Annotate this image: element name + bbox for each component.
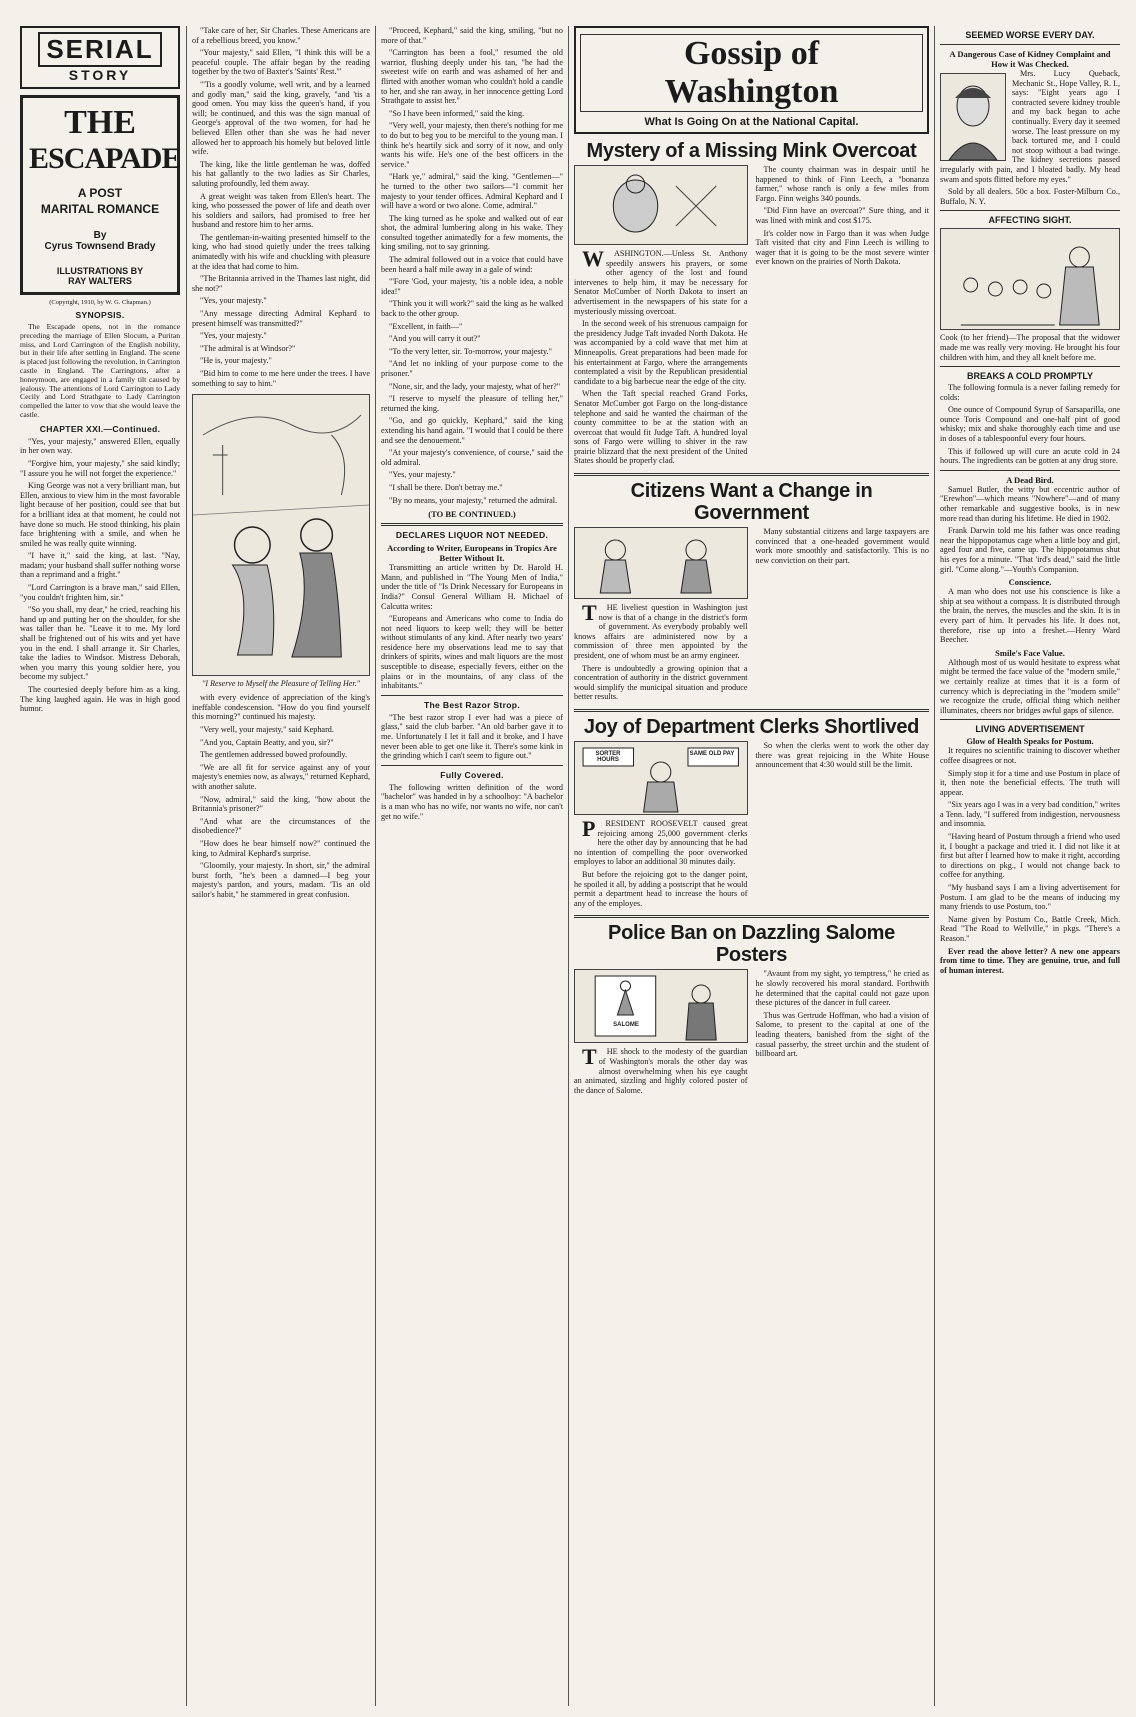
cartoon-heading: AFFECTING SIGHT. — [988, 215, 1072, 226]
story-paragraph: It's colder now in Fargo than it was when Judge Taft visited that city and Finn Leech is willing to wager that it is going to be the most severe winter ever known on the prairies of North Dakota. — [755, 228, 929, 267]
king-admiral-illustration — [192, 394, 370, 676]
story-paragraph: The king turned as he spoke and walked out of ear shot, the admiral lumbering along in his wake. They consulted together animatedly for a few moments, the king smiling, not to say grinning. — [381, 213, 563, 252]
cartoon-caption: Cook (to her friend)—The proposal that the widower made me was really very moving. He brought his four children with him, and they all knelt before me. — [940, 333, 1120, 362]
story-paragraph: "To the very letter, sir. To-morrow, your majesty." — [389, 346, 552, 356]
serial-column — [20, 26, 180, 1706]
article-paragraph: One ounce of Compound Syrup of Sarsaparilla, one ounce Toris Compound and one-half pint of good whisky; mix and shake thoroughly each time and use in doses of a tablespoonful every four hours. — [940, 405, 1120, 444]
story-paragraph: But before the rejoicing got to the danger point, he spoiled it all, by adding a postscript that he would permit a department head to increase the hours of any of the employes. — [574, 869, 748, 908]
story-paragraph: "We are all fit for service against any of your majesty's enemies now, as always," returned Kephard, with another salute. — [192, 762, 370, 791]
article-paragraph: The following formula is a never failing remedy for colds: — [940, 383, 1120, 402]
story-paragraph: "So you shall, my dear," he cried, reaching his hand up and putting her on the shoulder, for she was taller than he. "Leave it to me. My lord shall be frightened out of his wits and yet have you in the end. I shall arrange it. Sir Charles, take the ladies to Windsor. Mistress Deborah, when you marry this young soldier here, you become my subject." — [20, 605, 180, 682]
ad-paragraph: "Having heard of Postum through a friend who used it, I bought a package and tried it. I did not like it at first but after I learned how to make it right, according to directions on pkg., I would not change back to coffee for anything. — [940, 832, 1120, 880]
story-body — [574, 527, 929, 705]
column-rule — [375, 26, 376, 1706]
story-paragraph: "Your majesty," said Ellen, "I think this will be a peaceful couple. The affair began by the reading together by the two of Baxter's 'Saints' Rest.'" — [192, 48, 370, 77]
story-paragraph: "Excellent, in faith—" — [389, 321, 463, 331]
story-paragraph: "Carrington has been a fool," resumed the old warrior, flushing deeply under his tan, "he had the sweetest wife on earth and was ashamed of her and flirted with another woman who couldn't hold a candle to her, and she ran away, in her innocence getting Lord Strathgate to assist her." — [381, 48, 563, 106]
story-paragraph: "Avaunt from my sight, yo temptress," he cried as he slowly recovered his moral standard. Forthwith he determined that the capital could not gaze upon these pictures of the dancer in full career. — [755, 969, 929, 1008]
to-be-continued: (TO BE CONTINUED.) — [428, 509, 516, 520]
story-paragraph: "Yes, your majesty," answered Ellen, equally in her own way. — [20, 436, 180, 456]
story-paragraph: "He is, your majesty." — [200, 356, 272, 366]
story-paragraph: "Proceed, Kephard," said the king, smiling, "but no more of that." — [381, 26, 563, 45]
story-paragraph: THE liveliest question in Washington just now is that of a change in the district's form of government. As everybody probably well knows affairs are administered now by a commission of three men appointed by the president, one of whom must be an army engineer. — [574, 600, 748, 661]
article-heading: DECLARES LIQUOR NOT NEEDED. — [395, 530, 549, 541]
story-paragraph: "None, sir, and the lady, your majesty, what of her?" — [389, 381, 561, 391]
divider — [381, 695, 563, 696]
story-paragraph: The courtesied deeply before him as a king. The king laughed again. He was in high good humor. — [20, 685, 180, 714]
story-paragraph: "Bid him to come to me here under the trees. I have something to say to him." — [192, 369, 370, 388]
article-paragraph: Frank Darwin told me his father was once reading near the hippopotamus cage when a little boy and girl, aged four and five, came up. The hippopotamus shut his eyes for a minute. "That 'ird's dead," said the little girl. "Come along."—Youth's Companion. — [940, 526, 1120, 574]
story-paragraph: "Forgive him, your majesty," she said kindly; "I assure you he will not forget the experience." — [20, 458, 180, 478]
divider — [574, 473, 929, 476]
article-heading: Smile's Face Value. — [995, 647, 1065, 658]
article-paragraph: Although most of us would hesitate to express what might be termed the face value of the "modern smile," we certainly realize at times that it is a form of currency which is depreciating in the "modern smile" we recognize the crude, official thing which neither illuminates, cheers nor bridges awful gaps of silence. — [940, 657, 1120, 715]
story-paragraph: WASHINGTON.—Unless St. Anthony speedily answers his prayers, or some other agency of the lost and found intervenes to help him, it may be necessary for Senator McCumber of North Dakota to insert an advertisement in the newspapers of his state for a mysteriously missing overcoat. — [574, 246, 748, 316]
story-paragraph: "I reserve to myself the pleasure of telling her," returned the king. — [381, 394, 563, 413]
story-headline: Mystery of a Missing Mink Overcoat — [586, 140, 917, 162]
story-paragraph: The admiral followed out in a voice that could have been heard a half mile away in a gale of wind: — [381, 255, 563, 274]
story-paragraph: "Go, and go quickly, Kephard," said the king extending his hand again. "I would that I could be there and see the denouement." — [381, 416, 563, 445]
story-paragraph: So when the clerks went to work the other day there was great rejoicing in the White House announcement that 4:30 would still be the limit. — [755, 741, 929, 770]
gossip-title: Gossip of Washington — [580, 34, 923, 112]
byline-by: By — [93, 230, 107, 241]
ad-paragraph: It requires no scientific training to discover whether coffee disagrees or not. — [940, 746, 1120, 765]
story-paragraph: THE shock to the modesty of the guardian of Washington's morals the other day was almost overwhelming when his eye caught an animated, sizzling and highly colored poster of the dance of Salome. — [574, 1044, 748, 1095]
copyright-line: (Copyright, 1910, by W. G. Chapman.) — [49, 299, 151, 306]
story-body — [574, 741, 929, 911]
story-paragraph: "By no means, your majesty," returned the admiral. — [389, 495, 558, 505]
subtitle-a: A POST — [77, 186, 123, 200]
story-label: STORY — [68, 67, 132, 83]
story-paragraph: "'Fore 'God, your majesty, 'tis a noble idea, a noble idea!" — [381, 277, 563, 296]
ad-subheading: A Dangerous Case of Kidney Complaint and How it Was Checked. — [949, 49, 1111, 69]
story-paragraph: "Gloomily, your majesty. In short, sir," the admiral burst forth, "he's been a damned—I beg your majesty's pardon, and yours, madam. 'Tis an old sailor's habit," he stammered in great confusion. — [192, 861, 370, 899]
poster-word: SALOME — [613, 1022, 639, 1029]
column-rule — [568, 26, 569, 1706]
story-paragraph: In the second week of his strenuous campaign for the presidency Judge Taft invaded North Dakota. He was accompanied by a cold wave that met him at Minneapolis. Great preparations had been made for his entertainment at Fargo, where the arrangements contemplated a visit by the Republican presidential candidate to a big barbecue near the edge of the city. — [574, 319, 748, 386]
divider — [574, 915, 929, 918]
story-headline: Citizens Want a Change in Government — [630, 480, 873, 525]
ad-paragraph: Sold by all dealers. 50c a box. Foster-Milburn Co., Buffalo, N. Y. — [940, 187, 1120, 206]
story-paragraph: "Very well, your majesty," said Kephard. — [200, 724, 334, 734]
story-paragraph: "Did Finn have an overcoat?" Sure thing, and it was lined with mink and cost $175. — [755, 206, 929, 225]
story-paragraph: "At your majesty's convenience, of course," said the old admiral. — [381, 448, 563, 467]
column-rule — [186, 26, 187, 1706]
story-paragraph: "How does he bear himself now?" continued the king, to Admiral Kephard's surprise. — [192, 838, 370, 858]
article-subheading: According to Writer, Europeans in Tropics Are Better Without It. — [387, 543, 557, 564]
story-paragraph: When the Taft special reached Grand Forks, Senator McCumber got Fargo on the long-distance telephone and said he wanted the chairman of the county committee to be at the station with an overcoat that would fit Judge Taft. A hundred loyal sons of Fargo were willing to shiver in the raw prairie blizzard that the next president of the United States should be properly clad. — [574, 389, 748, 466]
story-paragraph: "Take care of her, Sir Charles. These Americans are of a rebellious breed, you know." — [192, 26, 370, 45]
ad-subheading: Glow of Health Speaks for Postum. — [966, 736, 1094, 747]
sign-shorter-hours: SORTER HOURS — [595, 751, 621, 763]
divider — [574, 709, 929, 712]
story-paragraph: "Very well, your majesty, then there's nothing for me to do but to beg you to be merciful to the young man. I think he's heartily sick and sorry of it now, and only wants his wife. He's one of the best officers in the service." — [381, 121, 563, 169]
story-paragraph: There is undoubtedly a growing opinion that a concentration of authority in the district government would simplify the municipal situation and produce better results. — [574, 663, 748, 702]
divider — [381, 765, 563, 766]
story-paragraph: "The admiral is at Windsor?" — [200, 343, 296, 353]
story-paragraph: "Now, admiral," said the king, "how about the Britannia's prisoner?" — [192, 794, 370, 814]
ad-paragraph: Simply stop it for a time and use Postum in place of it, then note the beneficial effects. The truth will appear. — [940, 768, 1120, 797]
story-paragraph: "Any message directing Admiral Kephard to present himself was transmitted?" — [192, 309, 370, 328]
story-headline: Police Ban on Dazzling Salome Posters — [608, 922, 895, 967]
story-paragraph: "Hark ye," admiral," said the king. "Gentlemen—" he turned to the other two sailors—"I commit her majesty to your tender offices. Admiral Kephard and I will have a word or two alone. Come, admiral." — [381, 172, 563, 211]
article-heading: Fully Covered. — [440, 769, 504, 780]
serial-column-2 — [192, 26, 370, 1706]
article-paragraph: Transmitting an article written by Dr. Harold H. Mann, and published in "The Young Men of India," under the title of "Is Drink Necessary for Europeans in India?" Consul General William H. Michael of Calcutta writes: — [381, 563, 563, 611]
story-paragraph: "I shall be there. Don't betray me." — [389, 482, 503, 492]
story-title-box — [20, 95, 180, 295]
story-paragraph: The king, like the little gentleman he was, doffed his hat gallantly to the two ladies as Sir Charles, saluting profoundly, led them away. — [192, 159, 370, 188]
article-paragraph: "The best razor strop I ever had was a piece of glass," said the club barber. "An old barber gave it to me. Unfortunately I let it fall and it broke, and I have never been able to get one like it. There's some kink in the grinding which I can't seem to figure out." — [381, 712, 563, 761]
ad-paragraph: "My husband says I am a living advertisement for Postum. I am glad to be the means of inducing my many friends to use Postum, too." — [940, 883, 1120, 912]
story-paragraph: King George was not a very brilliant man, but Ellen, anxious to view him in the most favorable light because of her position, could see that but for a brilliant idea at that moment, he could not have done so much. He stood thinking, his plain face brightening with a smile, and when he smiled he was really quite winning. — [20, 481, 180, 548]
story-headline: Joy of Department Clerks Shortlived — [583, 716, 920, 738]
divider — [940, 44, 1120, 45]
story-paragraph: The gentleman-in-waiting presented himself to the king, who had stood quietly under the trees talking animatedly with his wife and chuckling with pleasure at the idea that had come to him. — [192, 232, 370, 271]
illustration-caption: "I Reserve to Myself the Pleasure of Telling Her." — [202, 679, 360, 689]
taft-overcoat-illustration — [574, 165, 748, 245]
article-heading: The Best Razor Strop. — [423, 699, 521, 710]
divider — [381, 523, 563, 526]
ad-paragraph: "Six years ago I was in a very bad condition," writes a Tenn. lady, "I suffered from indigestion, nervousness and insomnia. — [940, 800, 1120, 829]
story-paragraph: "And you will carry it out?" — [389, 334, 481, 344]
story-paragraph: "'Tis a goodly volume, well writ, and by a learned and godly man," said the king, gravely, "and 'tis a good omen. You may kiss the queen's hand, if you will; be continued, and this was the sign manual of George's approval of the two women, for had he believed Ellen other than she was he had never allowed her to approach his homely but beloved little wife. — [192, 79, 370, 157]
story-paragraph: "I have it," said the king, at last. "Nay, madam; your husband shall suffer nothing worse than a reprimand and a fright." — [20, 551, 180, 580]
chapter-heading: CHAPTER XXI.—Continued. — [39, 423, 161, 434]
ad-heading: LIVING ADVERTISEMENT — [975, 724, 1085, 735]
article-paragraph: Samuel Butler, the witty but eccentric author of "Erewhon"—which means "Nowhere"—and of many other remarkable and suggestive books, is in new more read than during his lifetime. He died in 1902. — [940, 484, 1120, 523]
illustrations-label: ILLUSTRATIONS BY — [56, 266, 144, 276]
ads-column — [940, 26, 1120, 1706]
serial-story-badge — [20, 26, 180, 89]
story-paragraph: Many substantial citizens and large taxpayers are convinced that a one-headed government would work more smoothly and satisfactorily. This is no new conviction on their part. — [755, 527, 929, 565]
article-paragraph: A man who does not use his conscience is like a ship at sea without a compass. It is distributed through the brain, the nerves, the muscles and the skin. It is in every part of him. It pervades his life. It does not, therefore, rise up into a freshet.—Henry Ward Beecher. — [940, 587, 1120, 645]
story-paragraph: "And let no inkling of your purpose come to the prisoner." — [381, 359, 563, 378]
story-paragraph: "And what are the circumstances of the disobedience?" — [192, 816, 370, 836]
citizens-illustration — [574, 527, 748, 599]
story-paragraph: "Yes, your majesty." — [389, 470, 456, 480]
salome-poster-illustration — [574, 969, 748, 1043]
gossip-subtitle: What Is Going On at the National Capital. — [644, 116, 859, 128]
title-escapade: ESCAPADE — [29, 142, 180, 175]
story-body — [574, 165, 929, 469]
story-paragraph: PRESIDENT ROOSEVELT caused great rejoicing among 25,000 government clerks here the other day by announcing that he had no intention of compelling the poor overworked employes to labor an additional 30 minutes daily. — [574, 816, 748, 867]
article-paragraph: The following written definition of the word "bachelor" was handed in by a schoolboy: "A bachelor is a man who has no wife, nor wants no wife, nor can't get no wife." — [381, 782, 563, 821]
divider — [940, 210, 1120, 211]
author-name: Cyrus Townsend Brady — [44, 241, 156, 252]
ad-paragraph: Name given by Postum Co., Battle Creek, Mich. Read "The Road to Wellville," in pkgs. "There's a Reason." — [940, 914, 1120, 943]
story-paragraph: "Think you it will work?" said the king as he walked back to the other group. — [381, 299, 563, 319]
story-paragraph: with every evidence of appreciation of the king's ineffable condescension. "How do you find yourself this morning?" continued his majesty. — [192, 693, 370, 722]
story-paragraph: "And you, Captain Beatty, and you, sir?" — [200, 737, 334, 747]
story-paragraph: "Yes, your majesty." — [200, 296, 267, 306]
article-heading: BREAKS A COLD PROMPTLY — [966, 371, 1093, 382]
illustrator-name: RAY WALTERS — [68, 276, 132, 286]
article-paragraph: "Europeans and Americans who come to India do not need liquors to keep well; they will be better without stimulants of any kind. After nearly two years' residence here my observations lead me to say that drinkers of spirits, wines and malt liquors are the most susceptible to disease, especially fevers, either on the plains or in the mountains, of any class of the inhabitants." — [381, 614, 563, 691]
ad-heading: SEEMED WORSE EVERY DAY. — [965, 30, 1095, 40]
story-paragraph: The county chairman was in despair until he happened to think of Finn Leech, a "bonanza farmer," whose ranch is only a few miles from Fargo. Finn weighs 340 pounds. — [755, 165, 929, 203]
story-paragraph: A great weight was taken from Ellen's heart. The king, who possessed the power of life and death over his soldiers and sailors, had promised to free her husband and restore him to her arms. — [192, 191, 370, 230]
story-paragraph: "The Britannia arrived in the Thames last night, did she not?" — [192, 274, 370, 293]
ad-paragraph: Mrs. Lucy Queback, Mechanic St., Hope Valley, R. I., says: "Eight years ago I contracted severe kidney trouble and my back began to ache continually. Every day it seemed worse. The least pressure on my back tortured me, and I could not stoop without a bad twinge. The kidney secretions passed irregularly with pain, and I bloated badly. My head swam and spots flitted before my eyes." — [940, 69, 1120, 184]
divider — [940, 719, 1120, 720]
title-the: THE — [64, 104, 136, 141]
story-paragraph: "Lord Carrington is a brave man," said Ellen, "you couldn't frighten him, sir." — [20, 583, 180, 602]
story-body — [574, 969, 929, 1098]
synopsis-text: The Escapade opens, not in the romance preceding the marriage of Ellen Slocum, a Puritan miss, and Lord Carrington of the English nobility, but in their life after settling in England. The scene is placed just following the revolution, in Carrington castle in England. The Carringtons, after a honeymoon, are engaged in a family tilt caused by jealousy. The attentions of Lord Carrington to Lady Cecily and Lord Strathgate to Lady Carrington compelled the latter to vow that she would leave the castle. — [20, 322, 180, 419]
column-rule — [934, 26, 935, 1706]
divider — [940, 366, 1120, 367]
gossip-section — [574, 26, 929, 1706]
article-heading: Conscience. — [1008, 577, 1052, 588]
story-paragraph: Thus was Gertrude Hoffman, who had a vision of Salome, to present to the capital at one of the leading theaters, banished from the sight of the casual passerby, the street urchin and the student of billboard art. — [755, 1010, 929, 1059]
article-paragraph: This if followed up will cure an acute cold in 24 hours. The ingredients can be gotten at any drug store. — [940, 446, 1120, 466]
serial-label: SERIAL — [38, 32, 161, 67]
ad-paragraph: Ever read the above letter? A new one appears from time to time. They are genuine, true, and full of human interest. — [940, 946, 1120, 975]
clerks-illustration — [574, 741, 748, 815]
story-paragraph: The gentlemen addressed bowed profoundly. — [200, 750, 348, 760]
subtitle-b: MARITAL ROMANCE — [40, 202, 160, 216]
article-heading: A Dead Bird. — [1006, 474, 1054, 485]
affecting-sight-cartoon — [940, 228, 1120, 330]
gossip-banner — [574, 26, 929, 134]
sign-same-old-pay: SAME OLD PAY — [689, 751, 735, 757]
story-paragraph: "So I have been informed," said the king. — [389, 108, 525, 118]
portrait-illustration — [940, 73, 1006, 161]
story-paragraph: "Yes, your majesty." — [200, 331, 267, 341]
serial-column-3 — [381, 26, 563, 1706]
divider — [940, 470, 1120, 471]
synopsis-heading: SYNOPSIS. — [75, 310, 125, 320]
